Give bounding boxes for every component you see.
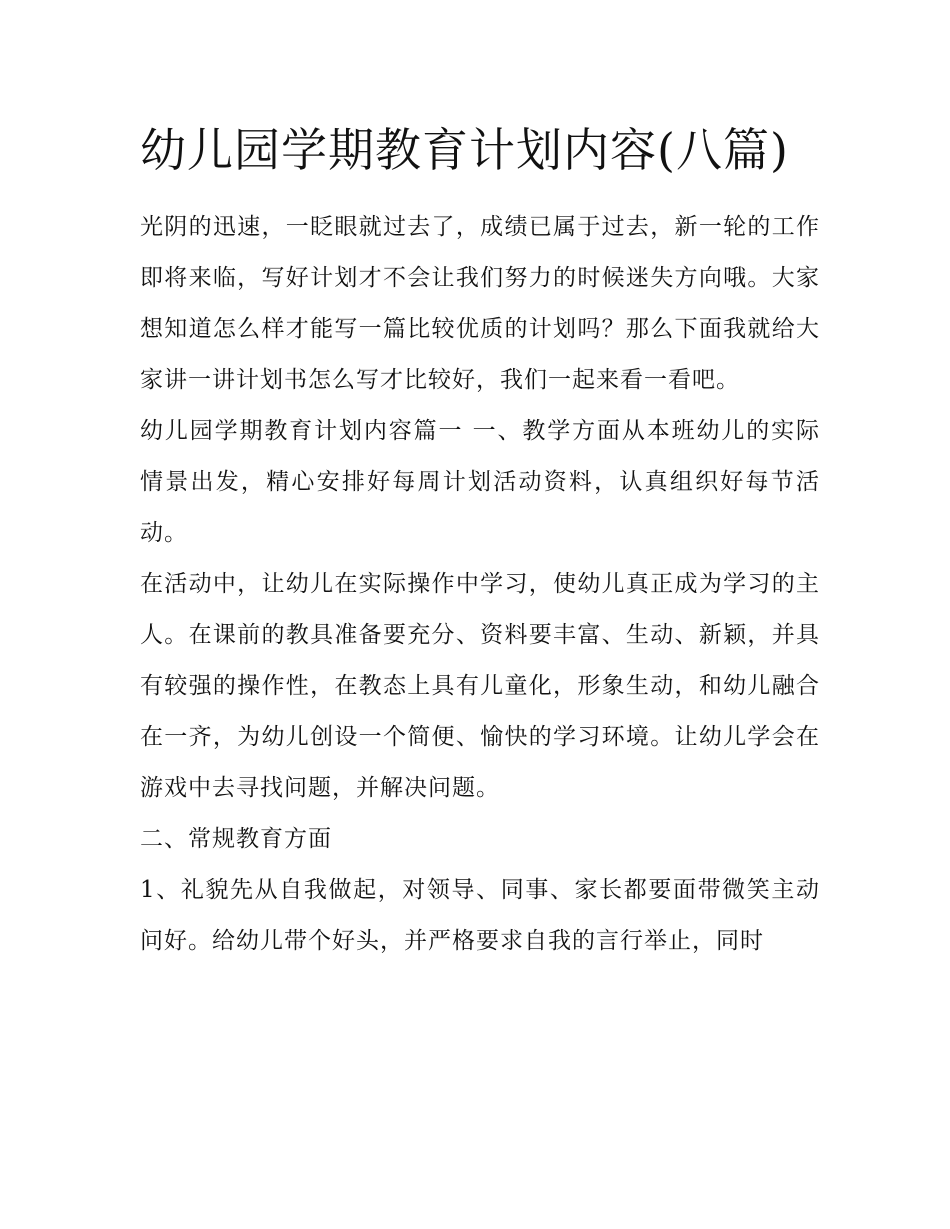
document-page <box>140 112 820 967</box>
section-heading-routine: 二、常规教育方面 <box>140 826 332 852</box>
paragraph-section-one: 幼儿园学期教育计划内容篇一 一、教学方面从本班幼儿的实际情景出发，精心安排好每周计划活动资料，认真组织好每节活动。 <box>140 418 820 546</box>
paragraph-courtesy: 1、礼貌先从自我做起，对领导、同事、家长都要面带微笑主动问好。给幼儿带个好头，并严格要求自我的言行举止，同时 <box>140 877 820 954</box>
paragraph-intro: 光阴的迅速，一眨眼就过去了，成绩已属于过去，新一轮的工作即将来临，写好计划才不会让我们努力的时候迷失方向哦。大家想知道怎么样才能写一篇比较优质的计划吗？那么下面我就给大家讲一讲计划书怎么写才比较好，我们一起来看一看吧。 <box>140 214 820 393</box>
paragraph-activities: 在活动中，让幼儿在实际操作中学习，使幼儿真正成为学习的主人。在课前的教具准备要充分、资料要丰富、生动、新颖，并具有较强的操作性，在教态上具有儿童化，形象生动，和幼儿融合在一齐，为幼儿创设一个简便、愉快的学习环境。让幼儿学会在游戏中去寻找问题，并解决问题。 <box>140 571 820 801</box>
document-title: 幼儿园学期教育计划内容(八篇) <box>140 123 789 177</box>
